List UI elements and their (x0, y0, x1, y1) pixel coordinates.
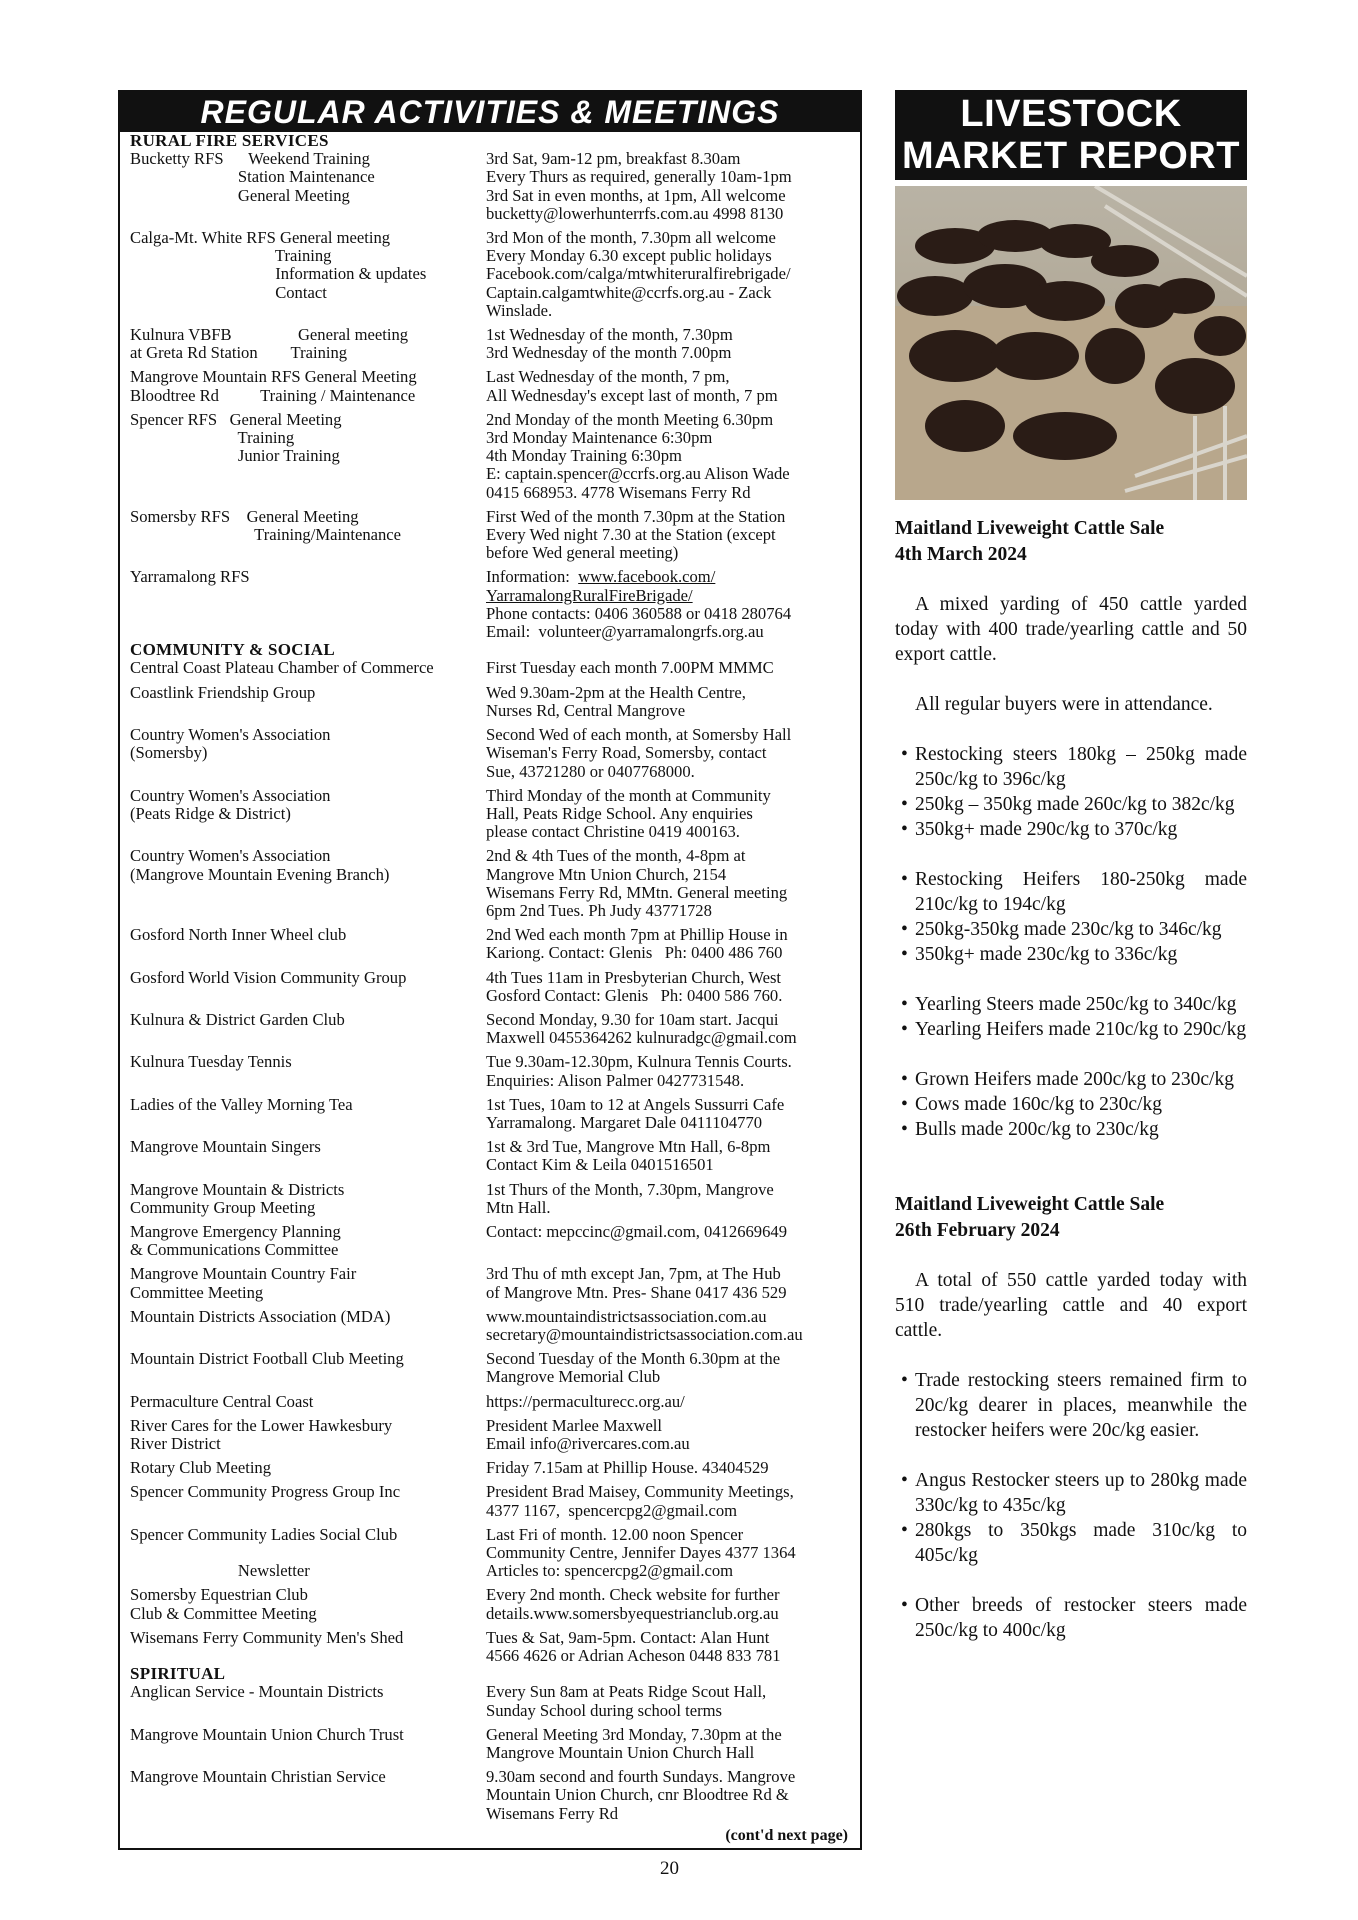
activity-details: Last Fri of month. 12.00 noon Spencer Community Centre, Jennifer Dayes 4377 1364 Articles to: spencercpg2@gmail.com (486, 1524, 796, 1581)
continued-note: (cont'd next page) (725, 1826, 848, 1844)
sale-2-heading-line2: 26th February 2024 (895, 1220, 1060, 1241)
activity-name: Kulnura Tuesday Tennis (130, 1052, 292, 1072)
activity-details: Friday 7.15am at Phillip House. 43404529 (486, 1458, 769, 1478)
activity-details: 3rd Thu of mth except Jan, 7pm, at The Hub of Mangrove Mtn. Pres- Shane 0417 436 529 (486, 1264, 787, 1302)
activity-name: Mangrove Mountain Union Church Trust (130, 1724, 404, 1744)
activity-name: Mangrove Mountain & Districts Community Group Meeting (130, 1179, 345, 1217)
activity-entry (130, 1308, 852, 1344)
facebook-link[interactable]: www.facebook.com/ (578, 567, 716, 587)
sale-2 (895, 1192, 1247, 1643)
activity-name: Gosford World Vision Community Group (130, 967, 407, 987)
activity-entry (130, 1181, 852, 1217)
sale-2-heading-line1: Maitland Liveweight Cattle Sale (895, 1194, 1165, 1215)
activity-details: General Meeting 3rd Monday, 7.30pm at the Mangrove Mountain Union Church Hall (486, 1724, 782, 1763)
activity-name: Somersby Equestrian Club Club & Committee Meeting (130, 1585, 317, 1623)
activity-details: Every 2nd month. Check website for further details.www.somersbyequestrianclub.org.au (486, 1585, 780, 1623)
activity-details: 2nd Wed each month 7pm at Phillip House in Kariong. Contact: Glenis Ph: 0400 486 760 (486, 925, 788, 963)
activity-details: President Marlee Maxwell Email info@rivercares.com.au (486, 1415, 690, 1453)
activity-entry (130, 1053, 852, 1089)
activity-details: Second Monday, 9.30 for 10am start. Jacqui Maxwell 0455364262 kulnuradgc@gmail.com (486, 1009, 797, 1048)
activity-name: Rotary Club Meeting (130, 1458, 272, 1478)
activity-details: Last Wednesday of the month, 7 pm, All Wednesday's except last of month, 7 pm (486, 367, 778, 405)
activity-entry (130, 508, 852, 563)
activity-details: 4th Tues 11am in Presbyterian Church, West Gosford Contact: Glenis Ph: 0400 586 760. (486, 967, 783, 1005)
regular-activities-panel (118, 90, 862, 1850)
activity-details: Second Tuesday of the Month 6.30pm at the Mangrove Memorial Club (486, 1349, 781, 1387)
activity-entry (130, 1096, 852, 1132)
activity-details: Third Monday of the month at Community Hall, Peats Ridge School. Any enquiries please contact Christine 0419 400163. (486, 785, 771, 842)
sale-1-list-1 (895, 742, 1247, 842)
activity-name: Kulnura & District Garden Club (130, 1009, 345, 1029)
sale-1 (895, 516, 1247, 1142)
activity-name: Kulnura VBFB General meeting at Greta Rd Station Training (130, 325, 409, 363)
activity-name: Ladies of the Valley Morning Tea (130, 1094, 353, 1114)
activity-entry (130, 726, 852, 781)
activity-name: Coastlink Friendship Group (130, 682, 316, 702)
list-item: • 350kg+ made 230c/kg to 336c/kg (895, 942, 1247, 967)
activity-name: Permaculture Central Coast (130, 1391, 314, 1411)
activity-details: https://permaculturecc.org.au/ (486, 1391, 685, 1411)
activity-details: Contact: mepccinc@gmail.com, 0412669649 (486, 1221, 787, 1241)
activity-details: First Tuesday each month 7.00PM MMMC (486, 658, 774, 678)
activity-entry (130, 847, 852, 920)
activity-name: Mangrove Mountain RFS General Meeting Bloodtree Rd Training / Maintenance (130, 367, 417, 405)
list-item: • 250kg – 350kg made 260c/kg to 382c/kg (895, 792, 1247, 817)
list-item: • 280kgs to 350kgs made 310c/kg to 405c/kg (895, 1518, 1247, 1568)
activity-name: Somersby RFS General Meeting Training/Maintenance (130, 506, 402, 545)
activity-details: 1st Wednesday of the month, 7.30pm 3rd Wednesday of the month 7.00pm (486, 325, 733, 363)
report-title-line2: MARKET REPORT (902, 135, 1240, 177)
activity-name: Yarramalong RFS (130, 567, 250, 587)
activity-entry (130, 926, 852, 962)
details-contacts: Phone contacts: 0406 360588 or 0418 280764 Email: volunteer@yarramalongrfs.org.au (486, 603, 792, 642)
list-item: • 350kg+ made 290c/kg to 370c/kg (895, 817, 1247, 842)
activity-details: Tues & Sat, 9am-5pm. Contact: Alan Hunt 4566 4626 or Adrian Acheson 0448 833 781 (486, 1627, 781, 1666)
activity-name: Central Coast Plateau Chamber of Commerce (130, 658, 434, 678)
activity-entry (130, 1526, 852, 1581)
activity-name: Gosford North Inner Wheel club (130, 925, 347, 945)
activity-name: Spencer RFS General Meeting Training Junior Training (130, 409, 342, 466)
activity-name: Spencer Community Ladies Social Club Newsletter (130, 1524, 398, 1581)
sale-1-heading-line2: 4th March 2024 (895, 544, 1027, 565)
activity-entry (130, 787, 852, 842)
activity-entry (130, 1223, 852, 1259)
activity-name: Mangrove Mountain Country Fair Committee Meeting (130, 1264, 357, 1302)
activity-name: River Cares for the Lower Hawkesbury River District (130, 1415, 393, 1453)
activity-entry (130, 326, 852, 362)
activity-name: Anglican Service - Mountain Districts (130, 1682, 384, 1702)
list-item: • Yearling Heifers made 210c/kg to 290c/kg (895, 1017, 1247, 1042)
sale-1-paragraph-2: All regular buyers were in attendance. (915, 694, 1213, 715)
activity-name: Wisemans Ferry Community Men's Shed (130, 1627, 404, 1647)
list-item: • Other breeds of restocker steers made 250c/kg to 400c/kg (895, 1593, 1247, 1643)
activity-entry (130, 1417, 852, 1453)
sale-1-paragraph-1: A mixed yarding of 450 cattle yarded today with 400 trade/yearling cattle and 50 export cattle. (895, 594, 1247, 665)
activity-details: 1st Tues, 10am to 12 at Angels Sussurri Cafe Yarramalong. Margaret Dale 0411104770 (486, 1094, 785, 1132)
activity-entry (130, 1483, 852, 1519)
activity-details: 1st Thurs of the Month, 7.30pm, Mangrove Mtn Hall. (486, 1179, 774, 1217)
community-entries (130, 659, 852, 1665)
rfs-entries (130, 150, 852, 641)
list-item: • Angus Restocker steers up to 280kg made 330c/kg to 435c/kg (895, 1468, 1247, 1518)
activity-entry (130, 368, 852, 404)
activity-details: 9.30am second and fourth Sundays. Mangrove Mountain Union Church, cnr Bloodtree Rd & Wisemans Ferry Rd (486, 1767, 796, 1823)
activity-entry (130, 1393, 852, 1411)
activity-entry (130, 969, 852, 1005)
list-item: • Restocking steers 180kg – 250kg made 250c/kg to 396c/kg (895, 742, 1247, 792)
activity-details (486, 568, 852, 641)
activity-entry (130, 1683, 852, 1719)
facebook-link-path[interactable]: YarramalongRuralFireBrigade/ (486, 585, 693, 605)
activity-entry (130, 1586, 852, 1622)
spiritual-entries (130, 1683, 852, 1822)
sale-1-list-2 (895, 867, 1247, 967)
activity-details: 3rd Sat, 9am-12 pm, breakfast 8.30am Every Thurs as required, generally 10am-1pm 3rd Sat in even months, at 1pm, All welcome bucketty@lowerhunterrfs.com.au 4998 8130 (486, 149, 792, 223)
list-item: • Restocking Heifers 180-250kg made 210c/kg to 194c/kg (895, 867, 1247, 917)
list-item: • Grown Heifers made 200c/kg to 230c/kg (895, 1067, 1247, 1092)
activities-list (120, 132, 860, 1845)
activity-name: Spencer Community Progress Group Inc (130, 1482, 401, 1502)
list-item: • Trade restocking steers remained firm to 20c/kg dearer in places, meanwhile the restocker heifers were 20c/kg easier. (895, 1368, 1247, 1443)
page-number: 20 (660, 1858, 679, 1879)
activity-name: Mountain District Football Club Meeting (130, 1349, 404, 1369)
activity-entry (130, 1011, 852, 1047)
list-item: • Yearling Steers made 250c/kg to 340c/kg (895, 992, 1247, 1017)
report-title-line1: LIVESTOCK (960, 93, 1182, 135)
activity-entry (130, 684, 852, 720)
activity-name: Mangrove Mountain Christian Service (130, 1767, 386, 1787)
list-item: • Bulls made 200c/kg to 230c/kg (895, 1117, 1247, 1142)
list-item: • Cows made 160c/kg to 230c/kg (895, 1092, 1247, 1117)
activity-name: Calga-Mt. White RFS General meeting Training Information & updates Contact (130, 228, 427, 302)
activity-details: 3rd Mon of the month, 7.30pm all welcome Every Monday 6.30 except public holidays Facebook.com/calga/mtwhiteruralfirebrigade/ Captain.calgamtwhite@ccrfs.org.au - Zack Winslade. (486, 228, 791, 320)
activity-details: www.mountaindistrictsassociation.com.au secretary@mountaindistrictsassociation.com.au (486, 1306, 803, 1344)
details-prefix: Information: (486, 567, 579, 587)
activity-name: Mangrove Mountain Singers (130, 1137, 321, 1157)
activity-details: President Brad Maisey, Community Meetings, 4377 1167, spencercpg2@gmail.com (486, 1482, 794, 1520)
activity-name: Mountain Districts Association (MDA) (130, 1306, 391, 1326)
sale-1-heading-line1: Maitland Liveweight Cattle Sale (895, 518, 1165, 539)
cattle-yard-photo (895, 186, 1247, 500)
sale-2-paragraph-1: A total of 550 cattle yarded today with 510 trade/yearling cattle and 40 export cattle. (895, 1270, 1247, 1341)
activity-entry (130, 1726, 852, 1762)
sale-1-list-3 (895, 992, 1247, 1042)
activity-entry (130, 150, 852, 223)
report-title (895, 90, 1247, 180)
activity-entry (130, 1350, 852, 1386)
activity-name: Country Women's Association (Mangrove Mountain Evening Branch) (130, 846, 390, 884)
activity-entry (130, 568, 852, 641)
activity-name: Country Women's Association (Somersby) (130, 725, 331, 763)
activity-name: Bucketty RFS Weekend Training Station Maintenance General Meeting (130, 149, 375, 205)
activity-details: Every Sun 8am at Peats Ridge Scout Hall, Sunday School during school terms (486, 1682, 767, 1720)
sale-1-list-4 (895, 1067, 1247, 1142)
activity-entry (130, 1629, 852, 1665)
activity-entry (130, 229, 852, 320)
livestock-report-column (895, 90, 1247, 1643)
activity-entry (130, 1459, 852, 1477)
activity-entry (130, 1138, 852, 1174)
activity-details: 2nd & 4th Tues of the month, 4-8pm at Mangrove Mtn Union Church, 2154 Wisemans Ferry Rd, MMtn. General meeting 6pm 2nd Tues. Ph Judy 43771728 (486, 846, 788, 920)
activity-entry (130, 1768, 852, 1823)
activity-entry (130, 1265, 852, 1301)
section-heading-community: COMMUNITY & SOCIAL (130, 640, 335, 660)
activity-details: Tue 9.30am-12.30pm, Kulnura Tennis Courts. Enquiries: Alison Palmer 0427731548. (486, 1052, 792, 1090)
sale-2-list-3 (895, 1593, 1247, 1643)
section-heading-rfs: RURAL FIRE SERVICES (130, 131, 329, 150)
section-heading-spiritual: SPIRITUAL (130, 1664, 226, 1684)
sale-2-list-2 (895, 1468, 1247, 1568)
activity-details: Second Wed of each month, at Somersby Hall Wiseman's Ferry Road, Somersby, contact Sue, 43721280 or 0407768000. (486, 725, 792, 781)
activity-name: Mangrove Emergency Planning & Communications Committee (130, 1221, 341, 1260)
activity-entry (130, 411, 852, 502)
activity-details: 1st & 3rd Tue, Mangrove Mtn Hall, 6-8pm Contact Kim & Leila 0401516501 (486, 1137, 771, 1175)
sale-2-list-1 (895, 1368, 1247, 1443)
activity-details: Wed 9.30am-2pm at the Health Centre, Nurses Rd, Central Mangrove (486, 682, 746, 720)
activity-details: 2nd Monday of the month Meeting 6.30pm 3rd Monday Maintenance 6:30pm 4th Monday Training 6:30pm E: captain.spencer@ccrfs.org.au Alison Wade 0415 668953. 4778 Wisemans Ferry Rd (486, 409, 790, 502)
activity-details: First Wed of the month 7.30pm at the Station Every Wed night 7.30 at the Station (except before Wed general meeting) (486, 506, 786, 563)
activity-name: Country Women's Association (Peats Ridge & District) (130, 785, 331, 823)
panel-title: REGULAR ACTIVITIES & MEETINGS (120, 92, 860, 132)
activity-entry (130, 659, 852, 677)
list-item: • 250kg-350kg made 230c/kg to 346c/kg (895, 917, 1247, 942)
